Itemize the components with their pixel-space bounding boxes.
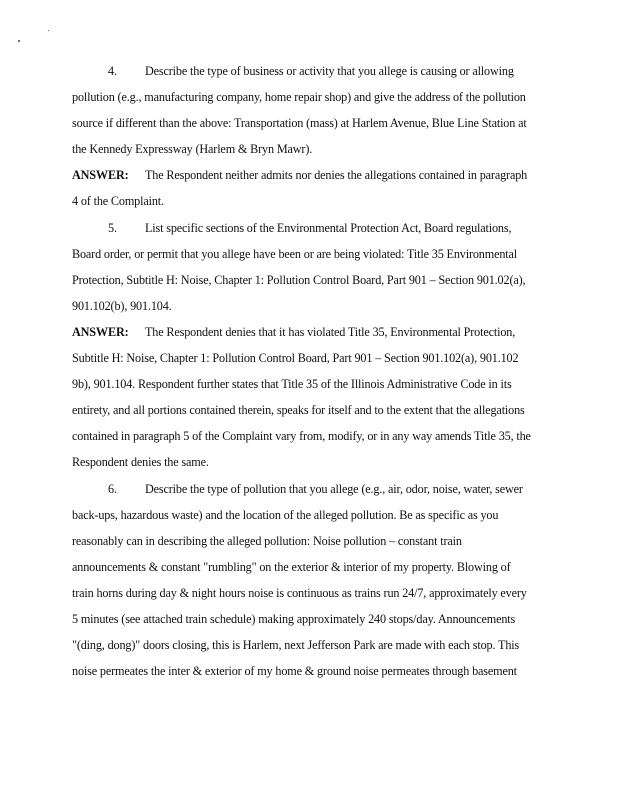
- item-6-line-8: noise permeates the inter & exterior of my home & ground noise permeates through basement: [72, 664, 517, 679]
- item-4-number: 4.: [108, 64, 117, 78]
- answer-5-line-2: Subtitle H: Noise, Chapter 1: Pollution Control Board, Part 901 – Section 901.102(a), 901.102: [72, 351, 519, 366]
- answer-4-label: ANSWER:: [72, 168, 129, 183]
- answer-5-line-1: ANSWER: The Respondent denies that it has violated Title 35, Environmental Protection,: [72, 319, 546, 345]
- item-5-line-3: Protection, Subtitle H: Noise, Chapter 1: Pollution Control Board, Part 901 – Section 901.02(a),: [72, 272, 526, 287]
- item-5-line-2: Board order, or permit that you allege have been or are being violated: Title 35 Environmental: [72, 246, 518, 261]
- item-6-line-7: "(ding, dong)" doors closing, this is Harlem, next Jefferson Park are made with each stop. This: [72, 638, 520, 653]
- item-6-line-4: announcements & constant "rumbling" on the exterior & interior of my property. Blowing of: [72, 559, 511, 574]
- answer-5-line-3: 9b), 901.104. Respondent further states that Title 35 of the Illinois Administrative Code in its: [72, 377, 512, 392]
- answer-4-line-1: ANSWER: The Respondent neither admits nor denies the allegations contained in paragraph: [72, 162, 546, 188]
- item-6-line-3: reasonably can in describing the alleged pollution: Noise pollution – constant train: [72, 533, 462, 548]
- scan-speck: [18, 40, 20, 42]
- item-4-line-2: pollution (e.g., manufacturing company, home repair shop) and give the address of the pollution: [72, 90, 526, 105]
- item-6-line-2: back-ups, hazardous waste) and the location of the alleged pollution. Be as specific as you: [72, 507, 499, 522]
- item-5-line-1: 5. List specific sections of the Environmental Protection Act, Board regulations,: [72, 215, 546, 241]
- scan-speck: [48, 30, 49, 31]
- answer-5-line-6: Respondent denies the same.: [72, 455, 209, 470]
- item-5-number: 5.: [108, 220, 117, 235]
- item-4-line-3: source if different than the above: Transportation (mass) at Harlem Avenue, Blue Line Station at: [72, 116, 527, 131]
- answer-5-line-5: contained in paragraph 5 of the Complaint vary from, modify, or in any way amends Title 35, the: [72, 429, 531, 444]
- item-6-line-1: 6. Describe the type of pollution that you allege (e.g., air, odor, noise, water, sewer: [72, 476, 546, 502]
- answer-5-label: ANSWER:: [72, 324, 129, 339]
- answer-5-line-4: entirety, and all portions contained therein, speaks for itself and to the extent that the allegations: [72, 403, 525, 418]
- item-5-line-4: 901.102(b), 901.104.: [72, 298, 172, 313]
- document-body: [72, 58, 546, 684]
- item-6-number: 6.: [108, 481, 117, 496]
- item-6-line-6: 5 minutes (see attached train schedule) making approximately 240 stops/day. Announcements: [72, 611, 516, 626]
- item-4-line-1: 4. Describe the type of business or activity that you allege is causing or allowing: [72, 58, 546, 84]
- item-6-line-5: train horns during day & night hours noise is continuous as trains run 24/7, approximately every: [72, 585, 527, 600]
- answer-4-line-2: 4 of the Complaint.: [72, 194, 164, 209]
- item-4-line-4: the Kennedy Expressway (Harlem & Bryn Mawr).: [72, 142, 313, 157]
